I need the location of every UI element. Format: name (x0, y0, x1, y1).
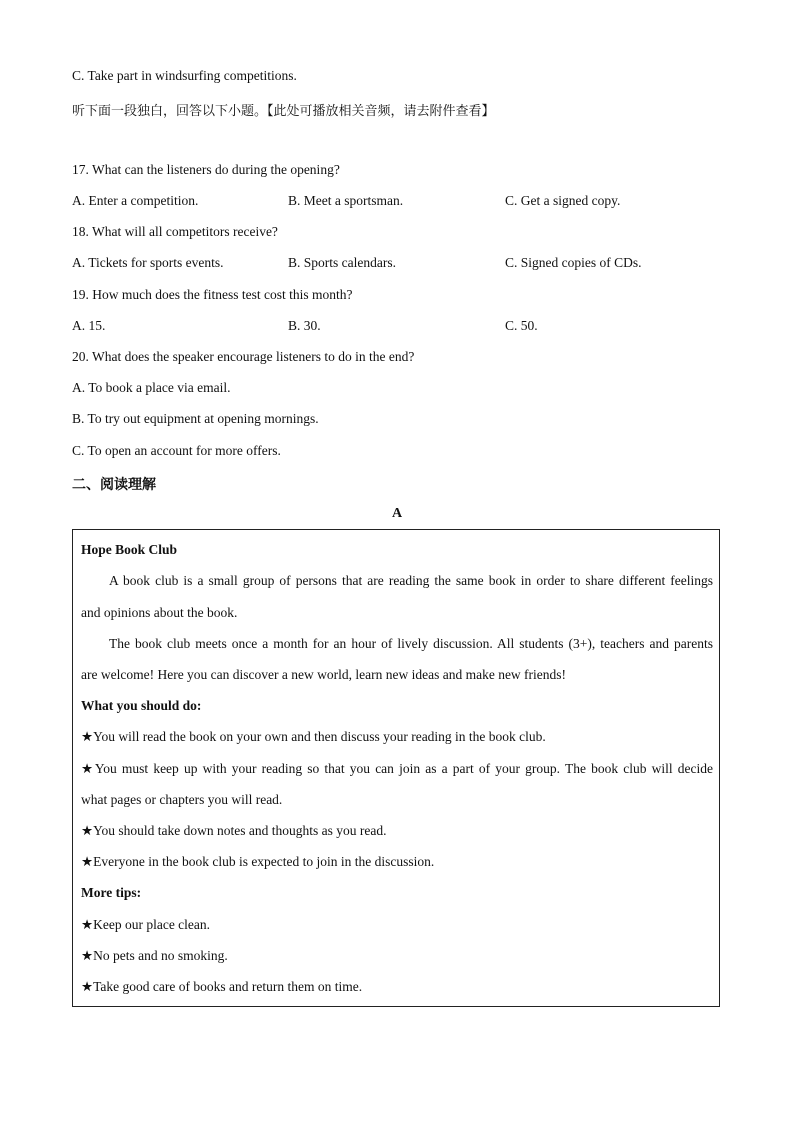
q17-option-a: A. Enter a competition. (72, 193, 199, 208)
question-18: 18. What will all competitors receive? (72, 224, 278, 239)
should-do-item: ★You will read the book on your own and then discuss your reading in the book club. (81, 729, 546, 744)
paragraph-2-line-1: The book club meets once a month for an hour of lively discussion. All students (3+), teachers and parents (109, 636, 713, 651)
section-title: 二、阅读理解 (72, 477, 156, 493)
tip-item: ★No pets and no smoking. (81, 948, 228, 963)
tips-heading: More tips: (81, 885, 142, 900)
question-20: 20. What does the speaker encourage listeners to do in the end? (72, 349, 415, 364)
should-do-item: ★You must keep up with your reading so that you can join as a part of your group. The book club will decide (81, 761, 713, 776)
box-title: Hope Book Club (81, 542, 178, 557)
question-17: 17. What can the listeners do during the opening? (72, 162, 340, 177)
q19-option-a: A. 15. (72, 318, 106, 333)
should-do-item-continued: what pages or chapters you will read. (81, 792, 283, 807)
q18-option-a: A. Tickets for sports events. (72, 255, 224, 270)
should-do-item: ★Everyone in the book club is expected to join in the discussion. (81, 854, 435, 869)
q19-option-b: B. 30. (288, 318, 321, 333)
paragraph-1-line-1: A book club is a small group of persons that are reading the same book in order to share different feelings (109, 573, 713, 588)
listening-instruction: 听下面一段独白，回答以下小题。【此处可播放相关音频，请去附件查看】 (72, 104, 495, 119)
q20-option-c: C. To open an account for more offers. (72, 443, 281, 458)
paragraph-2-line-2: are welcome! Here you can discover a new world, learn new ideas and make new friends! (81, 667, 567, 682)
q18-option-c: C. Signed copies of CDs. (505, 255, 642, 270)
q16-option-c: C. Take part in windsurfing competitions. (72, 68, 297, 83)
q17-option-b: B. Meet a sportsman. (288, 193, 404, 208)
q18-option-b: B. Sports calendars. (288, 255, 396, 270)
q20-option-a: A. To book a place via email. (72, 380, 231, 395)
should-do-heading: What you should do: (81, 698, 202, 713)
paragraph-1-line-2: and opinions about the book. (81, 605, 238, 620)
passage-label: A (391, 506, 403, 521)
question-19: 19. How much does the fitness test cost this month? (72, 287, 353, 302)
q17-option-c: C. Get a signed copy. (505, 193, 621, 208)
q19-option-c: C. 50. (505, 318, 538, 333)
should-do-item: ★You should take down notes and thoughts as you read. (81, 823, 387, 838)
tip-item: ★Take good care of books and return them on time. (81, 979, 363, 994)
q20-option-b: B. To try out equipment at opening mornings. (72, 411, 319, 426)
tip-item: ★Keep our place clean. (81, 917, 211, 932)
book-club-box (72, 529, 720, 1007)
